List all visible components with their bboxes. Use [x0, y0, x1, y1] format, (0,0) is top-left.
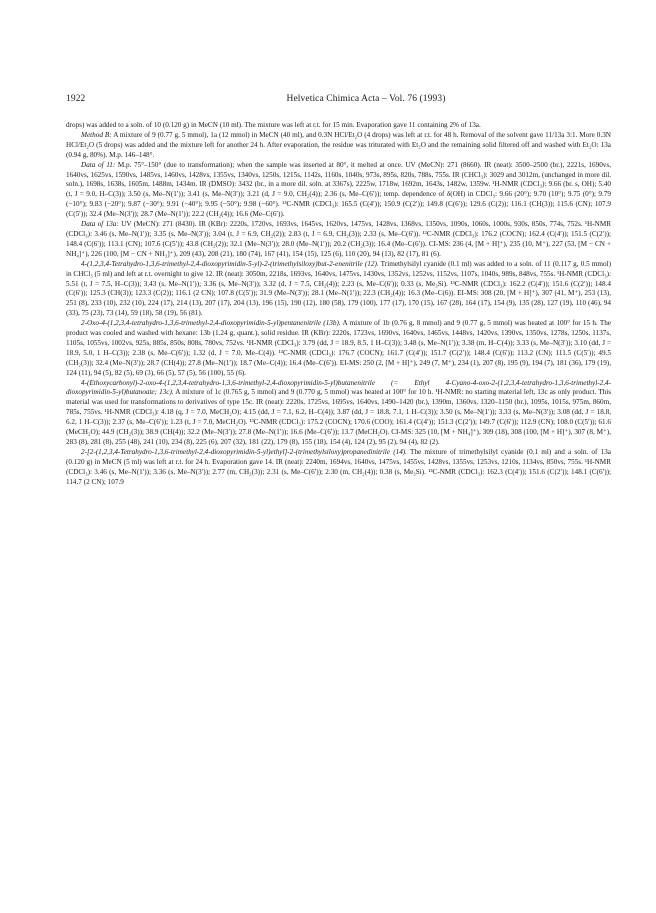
compound-title: 2-Oxo-4-(1,2,3,4-tetrahydro-1,3,6-trimethyl-2,4-dioxopyrimidin-5-yl)pentanenitrile (13b).: [81, 319, 341, 328]
method-label: Method B:: [81, 130, 112, 139]
journal-title: Helvetica Chimica Acta – Vol. 76 (1993): [286, 94, 446, 104]
paragraph-method-b: Method B: A mixture of 9 (0.77 g, 5 mmol), 1a (12 mmol) in MeCN (40 ml), and 0.3N HCl/Et₂O (4 drops) was left at r.t. for 48 h. Removal of the solvent gave 11/13a 3:1. More 0.3N HCl/Et₂O (5 drops) was added and the mixture left for another 24 h. After evaporation, the residue was triturated with Et₂O and the remaining solid filtered off and washed with Et₂O: 13a (0.94 g, 80%). M.p. 146–148°.: [66, 130, 611, 159]
compound-title: 4-(Ethoxycarbonyl)-2-oxo-4-(1,2,3,4-tetrahydro-1,3,6-trimethyl-2,4-dioxopyrimidin-5-yl)butanenitrile (= Ethyl 4-Cyano-4-oxo-2-(1,2,3,4-tetrahydro-1,3,6-trimethyl-2,4-dioxopyrimidin-5-yl)butanoate; 13c).: [66, 378, 611, 397]
journal-page: [66, 94, 611, 488]
data-label: Data of 13a:: [81, 220, 119, 229]
paragraph-data-13a: Data of 13a: UV (MeCN): 271 (8430). IR (KBr): 2220s, 1720vs, 1693vs, 1645vs, 1620vs, 1475vs, 1428vs, 1368vs, 1350vs, 1090s, 1060s, 1000s, 930s, 850s, 774s, 752s. ¹H-NMR (CDCl₃): 3.46 (s, Me–N(1′)); 3.35 (s, Me–N(3′)); 3.04 (t, J = 6.9, CH₂(2)); 2.83 (t, J = 6.9, CH₂(3)); 2.33 (s, Me–C(6′)). ¹³C-NMR (CDCl₃): 176.2 (COCN); 162.4 (C(4′)); 151.5 (C(2′)); 148.4 (C(6′)); 113.1 (CN); 107.6 (C(5′)); 43.8 (CH₂(2)); 32.1 (Me–N(3′)); 28.0 (Me–N(1′)); 20.2 (CH₂(3)); 16.4 (Me–C(6′)). CI-MS: 236 (4, [M + H]⁺), 235 (10, M⁺), 227 (53, [M − CN + NH₄]⁺), 226 (100, [M − CN + NH₃]⁺), 209 (43), 208 (21), 180 (74), 167 (41), 154 (15), 125 (6), 110 (20), 94 (13), 82 (17), 81 (6).: [66, 220, 611, 258]
running-header: [66, 94, 611, 108]
compound-title: 4-(1,2,3,4-Tetrahydro-1,3,6-trimethyl-2,4-dioxopyrimidin-5-yl)-2-(trimethylsiloxy)but-2-enenitrile (12).: [81, 259, 379, 268]
paragraph-compound-12: 4-(1,2,3,4-Tetrahydro-1,3,6-trimethyl-2,4-dioxopyrimidin-5-yl)-2-(trimethylsiloxy)but-2-enenitrile (12). Trimethylsilyl cyanide (0.1 ml) was added to a soln. of 11 (0.117 g, 0.5 mmol) in CHCl₃ (5 ml) and left at r.t. overnight to give 12. IR (neat): 3050m, 2218s, 1693vs, 1640vs, 1475vs, 1430vs, 1352vs, 1252vs, 1152vs, 1107s, 1040s, 989s, 848vs, 755s. ¹H-NMR (CDCl₃): 5.51 (t, J = 7.5, H–C(3)); 3.43 (s, Me–N(1′)); 3.36 (s, Me–N(3′)); 3.32 (d, J = 7.5, CH₂(4)); 2.23 (s, Me–C(6′)); 0.33 (s, Me₃Si). ¹³C-NMR (CDCl₃): 162.2 (C(4′)); 151.6 (C(2′)); 148.4 (C(6′)); 125.3 (CH(3)); 123.3 (C(2)); 116.1 (2 CN); 107.8 (C(5′)); 31.9 (Me–N(3′)); 28.1 (Me–N(1′)); 22.3 (CH₂(4)); 16.3 (Me–C(6)). EI-MS: 308 (20, [M + H]⁺), 307 (41, M⁺), 253 (13), 251 (8), 233 (10), 232 (10), 224 (17), 214 (13), 207 (17), 204 (13), 196 (15), 190 (12), 180 (58), 179 (100), 177 (17), 170 (15), 167 (28), 164 (17), 154 (9), 135 (28), 127 (19), 110 (46), 94 (33), 75 (23), 73 (14), 59 (18), 58 (19), 56 (81).: [66, 259, 611, 318]
article-body: [66, 121, 611, 488]
data-label: Data of 11:: [81, 160, 116, 169]
paragraph-data-11: Data of 11: M.p. 75°–150° (due to transformation); when the sample was inserted at 80°, it melted at once. UV (MeCN): 271 (8660). IR (neat): 3500–2500 (br.), 2221s, 1690vs, 1640vs, 1625vs, 1590vs, 1485vs, 1460vs, 1428vs, 1355vs, 1340vs, 1250s, 1215s, 1142s, 1160s, 1040s, 973s, 895s, 820s, 788s, 755s. IR (CHCl₃): 3029 and 3012m, (unchanged in more dil. soln.), 1698s, 1638s, 1605m, 1488m, 1434m. IR (DMSO): 3432 (br., in a more dil. soln. at 3367s), 2225w, 1718w, 1692m, 1643s, 1482w, 1359w. ¹H-NMR (CDCl₃): 9.66 (br. s, OH); 5.40 (t, J = 9.0, H–C(3)); 3.50 (s, Me–N(1′)); 3.41 (s, Me–N(3′)); 3.21 (d, J = 9.0, CH₂(4)); 2.36 (s, Me–C(6′)); temp. dependence of δ(OH) in CDCl₃: 9.66 (20°); 9.70 (10°); 9.75 (0°); 9.79 (−10°); 9.83 (−20°); 9.87 (−30°); 9.91 (−40°); 9.95 (−50°); 9.98 (−60°). ¹³C-NMR (CDCl₃): 165.5 (C(4′)); 150.9 (C(2′)); 149.8 (C(6′)); 129.6 (C(2)); 116.1 (CH(3)); 115.6 (CN); 107.9 (C(5′)); 32.4 (Me–N(3′)); 28.7 (Me–N(1′)); 22.2 (CH₂(4)); 16.6 (Me–C(6′)).: [66, 160, 611, 219]
compound-title: 2-[2-(1,2,3,4-Tetrahydro-1,3,6-trimethyl-2,4-dioxopyrimidin-5-yl)ethyl]-2-(trimethylsiloxy)propanedinitrile (14).: [81, 447, 407, 456]
page-number: 1922: [66, 94, 86, 104]
paragraph-continuation: drops) was added to a soln. of 10 (0.120 g) in MeCN (10 ml). The mixture was left at r.t. for 15 min. Evaporation gave 11 containing 2% of 13a.: [66, 121, 481, 129]
paragraph-compound-13b: 2-Oxo-4-(1,2,3,4-tetrahydro-1,3,6-trimethyl-2,4-dioxopyrimidin-5-yl)pentanenitrile (13b). A mixture of 1b (0.76 g, 8 mmol) and 9 (0.77 g, 5 mmol) was heated at 100° for 15 h. The product was cooled and washed with hexane: 13b (1.24 g, quant.), solid residue. IR (KBr): 2220s, 1723vs, 1690vs, 1640vs, 1465vs, 1448vs, 1420vs, 1390vs, 1350vs, 1278s, 1250s, 1137s, 1105s, 1055vs, 1002vs, 925s, 885s, 850s, 808s, 780vs, 752vs. ¹H-NMR (CDCl₃): 3.79 (dd, J = 18.9, 8.5, 1 H–C(3)); 3.48 (s, Me–N(1′)); 3.38 (m, H–C(4)); 3.33 (s, Me–N(3′)); 3.10 (dd, J = 18.9, 5.0, 1 H–C(3)); 2.38 (s, Me–C(6′)); 1.32 (d, J = 7.0, Me–C(4)). ¹³C-NMR (CDCl₃): 176.7 (COCN); 161.7 (C(4′)); 151.7 (C(2′)); 148.4 (C(6′)); 113.2 (CN); 111.5 (C(5′)); 49.5 (CH₂(3)); 32.4 (Me–N(3′)); 28.7 (CH(4)); 27.8 (Me–N(1′)); 18.7 (Me–C(4)); 16.4 (Me–C(6′)). EI-MS: 250 (2, [M + H]⁺), 249 (7, M⁺), 234 (1), 207 (8), 195 (9), 194 (7), 181 (36), 179 (19), 124 (11), 94 (5), 82 (5), 69 (3), 66 (5), 57 (5), 56 (100), 55 (6).: [66, 319, 612, 377]
paragraph-compound-14: 2-[2-(1,2,3,4-Tetrahydro-1,3,6-trimethyl-2,4-dioxopyrimidin-5-yl)ethyl]-2-(trimethylsiloxy)propanedinitrile (14). The mixture of trimethylsilyl cyanide (0.1 ml) and a soln. of 13a (0.120 g) in MeCN (5 ml) was left at r.t. for 24 h. Evaporation gave 14. IR (neat): 2240m, 1694vs, 1640vs, 1475vs, 1455vs, 1428vs, 1355vs, 1253vs, 1210s, 1134vs, 850vs, 755s. ¹H-NMR (CDCl₃): 3.46 (s, Me–N(1′)); 3.36 (s, Me–N(3′)); 2.77 (m, CH₂(3)); 2.31 (s, Me–C(6′)); 2.30 (m, CH₂(4)); 0.38 (s, Me₃Si). ¹³C-NMR (CDCl₃): 162.3 (C(4′)); 151.6 (C(2′)); 148.1 (C(6′)); 114.7 (2 CN); 107.9: [66, 447, 611, 486]
paragraph-compound-13c: 4-(Ethoxycarbonyl)-2-oxo-4-(1,2,3,4-tetrahydro-1,3,6-trimethyl-2,4-dioxopyrimidin-5-yl)butanenitrile (= Ethyl 4-Cyano-4-oxo-2-(1,2,3,4-tetrahydro-1,3,6-trimethyl-2,4-dioxopyrimidin-5-yl)butanoate; 13c). A mixture of 1c (0.765 g, 5 mmol) and 9 (0.770 g, 5 mmol) was heated at 100° for 10 h. ¹H-NMR: no starting material left, 13c as only product. This material was used for transformations to derivatives of type 15c. IR (neat): 2220s, 1725vs, 1695vs, 1640vs, 1490–1420 (br.), 1390m, 1360vs, 1320–1150 (br.), 1095s, 1015s, 975m, 860m, 785s, 755vs. ¹H-NMR (CDCl₃): 4.18 (q, J = 7.0, MeCH₂O); 4.15 (dd, J = 7.1, 6.2, H–C(4)); 3.87 (dd, J = 18.8, 7.1, 1 H–C(3)); 3.50 (s, Me–N(1′)); 3.33 (s, Me–N(3′)); 3.08 (dd, J = 18.8, 6.2, 1 H–C(3)); 2.37 (s, Me–C(6′)); 1.23 (t, J = 7.0, MeCH₂O). ¹³C-NMR (CDCl₃): 175.2 (COCN); 170.6 (COO); 161.4 (C(4′)); 151.3 (C(2′)); 149.7 (C(6′)); 112.9 (CN); 108.0 (C(5′)); 61.6 (MeCH₂O); 44.9 (CH₂(3)); 38.9 (CH(4)); 32.2 (Me–N(3′)); 27.8 (Me–N(1′)); 16.6 (Me–C(6′)); 13.7 (MeCH₂O). CI-MS: 325 (10, [M + NH₄]⁺), 309 (18), 308 (100, [M + H]⁺), 307 (8, M⁺), 283 (8), 281 (8), 255 (48), 241 (10), 234 (8), 225 (6), 207 (32), 181 (22), 179 (8), 155 (18), 154 (4), 124 (2), 95 (2), 94 (4), 82 (2).: [66, 378, 611, 446]
